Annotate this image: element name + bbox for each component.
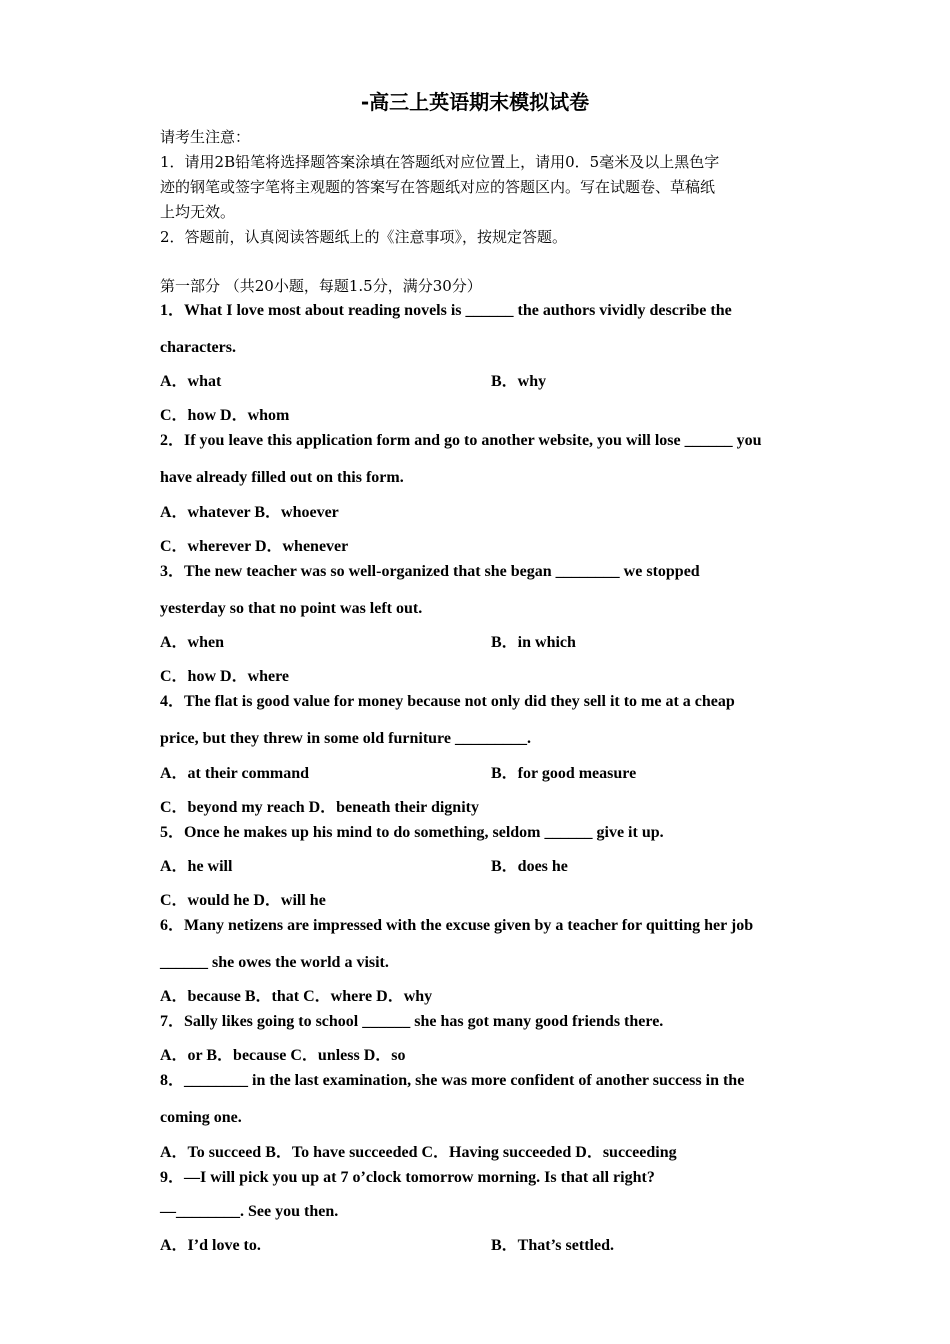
question-stem: 2．If you leave this application form and go to another website, you will lose ______ you [160, 432, 762, 449]
option-row: C．how D．where [160, 668, 290, 685]
option-b: B．does he [491, 858, 568, 875]
notice-line: 上均无效。 [160, 203, 236, 221]
notice-line: 2．答题前，认真阅读答题纸上的《注意事项》，按规定答题。 [160, 228, 568, 246]
notice-line: 迹的钢笔或签字笔将主观题的答案写在答题纸对应的答题区内。写在试题卷、草稿纸 [160, 178, 716, 196]
question-stem: 4．The flat is good value for money because not only did they sell it to me at a cheap [160, 693, 735, 710]
option-row: A．because B．that C．where D．why [160, 988, 433, 1005]
question-stem: 7．Sally likes going to school ______ she has got many good friends there. [160, 1013, 664, 1030]
option-a: A．he will [160, 858, 233, 875]
notice-line: 1．请用2B铅笔将选择题答案涂填在答题纸对应位置上，请用0．5毫米及以上黑色字 [160, 153, 720, 171]
question-stem: 8．________ in the last examination, she was more confident of another success in the [160, 1072, 745, 1089]
question-stem: 5．Once he makes up his mind to do something, seldom ______ give it up. [160, 824, 664, 841]
option-row: A．or B．because C．unless D．so [160, 1047, 406, 1064]
option-row: C．how D．whom [160, 407, 290, 424]
option-a: A．at their command [160, 765, 310, 782]
notice-heading: 请考生注意： [160, 128, 251, 146]
question-stem: yesterday so that no point was left out. [160, 600, 423, 617]
question-stem: 3．The new teacher was so well-organized that she began ________ we stopped [160, 563, 700, 580]
option-b: B．for good measure [491, 765, 637, 782]
option-a: A．when [160, 634, 225, 651]
question-stem: 1．What I love most about reading novels is ______ the authors vividly describe the [160, 302, 732, 319]
option-row: C．beyond my reach D．beneath their dignity [160, 799, 479, 816]
question-stem: coming one. [160, 1109, 242, 1126]
question-stem: 6．Many netizens are impressed with the excuse given by a teacher for quitting her job [160, 917, 754, 934]
option-b: B．why [491, 373, 547, 390]
option-a: A．I’d love to. [160, 1237, 261, 1254]
option-row: C．would he D．will he [160, 892, 326, 909]
question-stem: ______ she owes the world a visit. [160, 954, 389, 971]
option-row: A．whatever B．whoever [160, 504, 339, 521]
option-b: B．That’s settled. [491, 1237, 614, 1254]
option-row: C．wherever D．whenever [160, 538, 349, 555]
question-stem: price, but they threw in some old furniture _________. [160, 730, 531, 747]
page-title: -高三上英语期末模拟试卷 [360, 90, 590, 114]
question-stem: have already filled out on this form. [160, 469, 404, 486]
question-stem: characters. [160, 339, 236, 356]
question-stem: —________. See you then. [160, 1203, 339, 1220]
question-stem: 9．—I will pick you up at 7 o’clock tomorrow morning. Is that all right? [160, 1169, 655, 1186]
option-b: B．in which [491, 634, 576, 651]
option-row: A．To succeed B．To have succeeded C．Having succeeded D．succeeding [160, 1144, 677, 1161]
section-heading: 第一部分 （共20小题，每题1.5分，满分30分） [160, 277, 482, 295]
option-a: A．what [160, 373, 222, 390]
